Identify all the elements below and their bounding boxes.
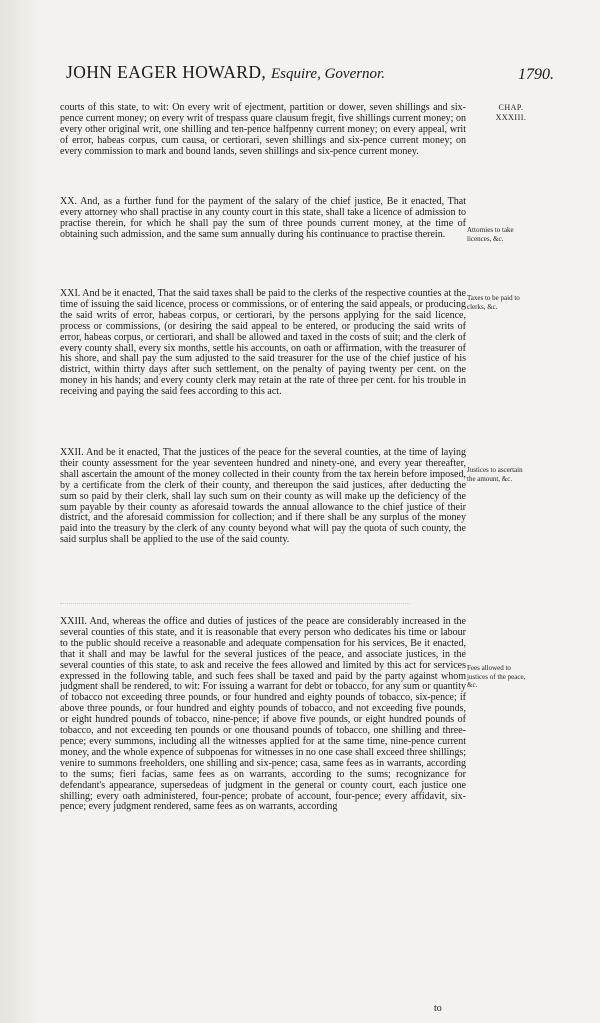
header-subtitle: Esquire, Governor. — [270, 66, 385, 82]
header-title: JOHN EAGER HOWARD, Esquire, Governor. — [66, 62, 385, 82]
page-gutter-shadow — [0, 0, 40, 1023]
header-year: 1790. — [518, 66, 554, 83]
margin-note-taxes: Taxes to be paid to clerks, &c. — [467, 294, 520, 311]
paragraph-section-xx: XX. And, as a further fund for the payment of the salary of the chief justice, Be it enacted, That every attorney who shall practise in any county court in this state, shall take a licence of admission to practise therein, for which he shall pay the sum of three pounds current money, at the time of obtaining such admission, and the same sum annually during his continuance to practise therein. — [60, 196, 466, 240]
chapter-label — [476, 103, 546, 123]
margin-note-fees: Fees allowed to justices of the peace, &c. — [467, 664, 526, 689]
faded-print-line — [60, 603, 410, 608]
paragraph-section-xxiii: XXIII. And, whereas the office and duties of justices of the peace are considerably increased in the several counties of this state, and it is reasonable that every person who dedicates his time or labour to the public should receive a reasonable and adequate compensation for his services, Be it enacted, that it shall and may be lawful for the several justices of the peace, and associate justices, in the several counties of this state, to ask and receive the fees allowed and limited by this act for services expressed in the following table, and such fees shall be taxed and paid by the party against whom judgment shall be rendered, to wit: For issuing a warrant for debt or tobacco, for any sum or quantity of tobacco not exceeding three pounds, or four hundred and eighty pounds of tobacco, six-pence; if above three pounds, or four hundred and eighty pounds of tobacco, and not exceeding five pounds, or eight hundred pounds of tobacco, nine-pence; if above five pounds, or eight hundred pounds of tobacco, and not exceeding ten pounds or one thousand pounds of tobacco, one shilling and three-pence; every summons, including all the witnesses applied for at the same time, nine-pence current money, and the whole expence of subpoenas for witnesses in no one case shall exceed three shillings; venire to summons freeholders, one shilling and six-pence; casa, same fees as in warrants, according to the sums; fieri facias, same fees as on warrants, according to the sums; recognizance for defendant's appearance, supersedeas of judgment in the general or county court, each justice one shilling; every oath administered, four-pence; probate of account, four-pence; every affidavit, six-pence; every judgment rendered, same fees as on warrants, according — [60, 616, 466, 813]
catchword: to — [434, 1003, 442, 1014]
margin-note-attornies: Attornies to take licences, &c. — [467, 226, 514, 243]
paragraph-section-xxi: XXI. And be it enacted, That the said taxes shall be paid to the clerks of the respective counties at the time of issuing the said licence, process or commissions, or of entering the said appeals, or producing the said writs of error, habeas corpus, or certiorari, by the persons applying for the said licence, process or commissions, (or desiring the said appeal to be entered, or producing the said writs of error, habeas corpus, or certiorari, and shall be allowed and taxed in the costs of suit; and the clerk of every county shall, every six months, settle his accounts, on oath or affirmation, with the treasurer of his shore, and shall pay the sum adjusted to the said treasurer for the use of the chief justice of his district, within thirty days after such settlement, on the penalty of paying twenty per cent. on the money in his hands; and every county clerk may retain at the rate of three per cent. for his trouble in receiving and paying the said fees according to this act. — [60, 288, 466, 398]
chapter-word: CHAP. — [498, 103, 524, 112]
chapter-number: XXXIII. — [495, 113, 527, 122]
paragraph-intro: courts of this state, to wit: On every writ of ejectment, partition or dower, seven shillings and six-pence current money; on every writ of trespass quare clausum fregit, five shillings current money; on every other original writ, one shilling and ten-pence halfpenny current money; on every appeal, writ of error, habeas corpus, cum causa, or certiorari, seven shillings and six-pence current money; on every commission to mark and bound lands, seven shillings and six-pence current money. — [60, 102, 466, 157]
running-header — [0, 62, 600, 90]
paragraph-section-xxii: XXII. And be it enacted, That the justices of the peace for the several counties, at the time of laying their county assessment for the year seventeen hundred and ninety-one, and every year thereafter, shall ascertain the amount of the money collected in their county from the tax herein before imposed, by a certificate from the clerk of their county, and thereupon the said justices, after deducting the sum so paid by their clerk, shall lay such sum on their county as will make up the deficiency of the sum payable by their county as aforesaid towards the annual allowance to the chief justice of their district, and the aforesaid commission for collection; and if there shall be any surplus of the money paid into the treasury by the clerk of any county beyond what will pay the quota of such county, the said surplus shall be applied to the use of the said county. — [60, 447, 466, 546]
margin-note-justices: Justices to ascertain the amount, &c. — [467, 466, 523, 483]
